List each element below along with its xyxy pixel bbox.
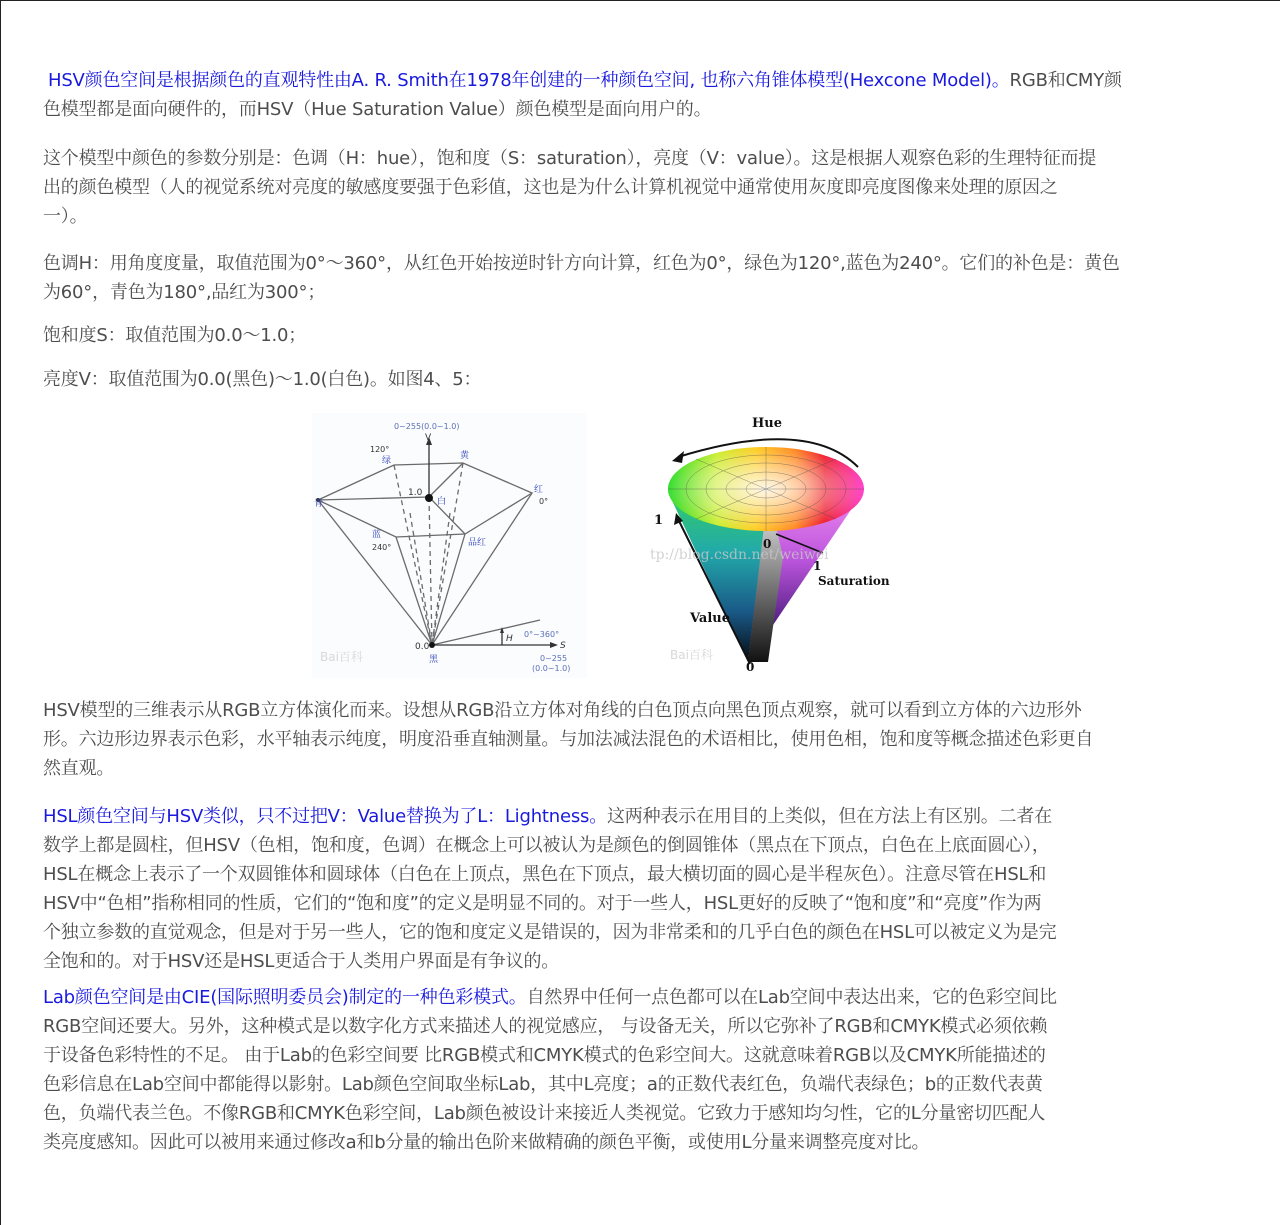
white-label: 白 (437, 497, 447, 507)
csdn-watermark: tp://blog.csdn.net/weiwei (650, 547, 829, 563)
paragraph-lab: Lab颜色空间是由CIE(国际照明委员会)制定的一种色彩模式。自然界中任何一点色都可以在Lab空间中表达出来，它的色彩空间比 RGB空间还要大。另外，这种模式是以数字化方式来描述人的视觉感应， 与设备无关，所以它弥补了RGB和CMYK模式必须依赖 于设备色彩特性的不足。 由于Lab的色彩空间要 比RGB模式和CMYK模式的色彩空间大。这就意味着RGB以及CMYK所能描述的 色彩信息在Lab空间中都能得以影射。Lab颜色空间取坐标Lab，其中L亮度；a的正数代表红色，负端代表绿色；b的正数代表黄 色，负端代表兰色。不像RGB和CMYK色彩空间，Lab颜色被设计来接近人类视觉。它致力于感知均匀性，它的L分量密切匹配人 类亮度感知。因此可以被用来通过修改a和b分量的输出色阶来做精确的颜色平衡，或使用L分量来调整亮度对比。 (43, 987, 1057, 1153)
paragraph-saturation: 饱和度S：取值范围为0.0～1.0； (43, 325, 307, 346)
hue-label: Hue (752, 416, 783, 431)
paragraph-hsv-intro: HSV颜色空间是根据颜色的直观特性由A. R. Smith在1978年创建的一种颜色空间, 也称六角锥体模型(Hexcone Model)。RGB和CMY颜 色模型都是面向硬件的，而HSV（Hue Saturation Value）颜色模型是面向用户的。 (43, 70, 1122, 120)
baike-watermark: Bai百科 (320, 650, 363, 664)
hsv-intro-highlight: HSV颜色空间是根据颜色的直观特性由A. R. Smith在1978年创建的一种颜色空间, 也称六角锥体模型(Hexcone Model)。 (48, 70, 1010, 91)
red-angle-label: 0° (539, 497, 549, 506)
s-range-label-1: 0~255 (540, 654, 568, 663)
paragraph-hue: 色调H：用角度度量，取值范围为0°～360°，从红色开始按逆时针方向计算，红色为0°，绿色为120°,蓝色为240°。它们的补色是：黄色 为60°，青色为180°,品红为300°； (43, 253, 1120, 303)
s-range-label-2: (0.0~1.0) (532, 664, 571, 673)
figure-hsv-cone (648, 407, 898, 679)
black-label: 黑 (429, 655, 439, 665)
value-bottom-label: 0 (746, 660, 755, 674)
blue-label: 蓝 (372, 530, 382, 540)
blue-angle-label: 240° (372, 543, 392, 552)
green-label: 绿 (382, 456, 392, 466)
paragraph-value: 亮度V：取值范围为0.0(黑色)～1.0(白色)。如图4、5： (43, 369, 482, 390)
magenta-label: 品红 (468, 538, 487, 548)
h-range-label: 0°~360° (524, 630, 560, 639)
baike-watermark: Bai百科 (670, 648, 713, 662)
paragraph-hsl: HSL颜色空间与HSV类似，只不过把V：Value替换为了L：Lightness。这两种表示在用目的上类似，但在方法上有区别。二者在 数学上都是圆柱，但HSV（色相，饱和度，色调）在概念上可以被认为是颜色的倒圆锥体（黑点在下顶点，白色在上底面圆心）， HSL在概念上表示了一个双圆锥体和圆球体（白色在上顶点，黑色在下顶点，最大横切面的圆心是半程灰色）。注意尽管在HSL和 HSV中“色相”指称相同的性质，它们的“饱和度”的定义是明显不同的。对于一些人，HSL更好的反映了“饱和度”和“亮度”作为两 个独立参数的直觉观念，但是对于另一些人，它的饱和度定义是错误的，因为非常柔和的几乎白色的颜色在HSL可以被定义为是完 全饱和的。对于HSV还是HSL更适合于人类用户界面是有争议的。 (43, 806, 1057, 972)
saturation-end-label: 1 (813, 559, 822, 573)
black-value-label: 0.0 (415, 642, 430, 652)
white-value-label: 1.0 (408, 488, 423, 498)
v-range-label: 0~255(0.0~1.0) (394, 422, 460, 431)
paragraph-hsv-3d: HSV模型的三维表示从RGB立方体演化而来。设想从RGB沿立方体对角线的白色顶点向黑色顶点观察，就可以看到立方体的六边形外 形。六边形边界表示色彩，水平轴表示纯度，明度沿垂直轴测量。与加法减法混色的术语相比，使用色相，饱和度等概念描述色彩更自 然直观。 (43, 700, 1094, 779)
saturation-start-label: 0 (763, 537, 772, 551)
h-label: H (506, 634, 513, 644)
hexcone-svg (312, 413, 587, 678)
cyan-label: 青 (314, 499, 324, 509)
hsl-highlight: HSL颜色空间与HSV类似，只不过把V：Value替换为了L：Lightness。 (43, 806, 607, 827)
saturation-label: Saturation (818, 574, 890, 588)
yellow-label: 黄 (460, 451, 470, 461)
s-axis-label: S (560, 641, 566, 651)
value-label: Value (690, 611, 730, 626)
lab-highlight: Lab颜色空间是由CIE(国际照明委员会)制定的一种色彩模式。 (43, 987, 527, 1008)
paragraph-hsv-params: 这个模型中颜色的参数分别是：色调（H：hue），饱和度（S：saturation），亮度（V：value）。这是根据人观察色彩的生理特征而提 出的颜色模型（人的视觉系统对亮度的敏感度要强于色彩值，这也是为什么计算机视觉中通常使用灰度即亮度图像来处理的原因之 一）。 (43, 148, 1097, 227)
value-top-label: 1 (654, 513, 664, 528)
v-axis-label: V (425, 433, 432, 443)
hsv-cone-svg (648, 407, 898, 679)
green-angle-label: 120° (370, 445, 390, 454)
figure-hexcone-diagram (312, 413, 587, 678)
red-label: 红 (534, 485, 544, 495)
